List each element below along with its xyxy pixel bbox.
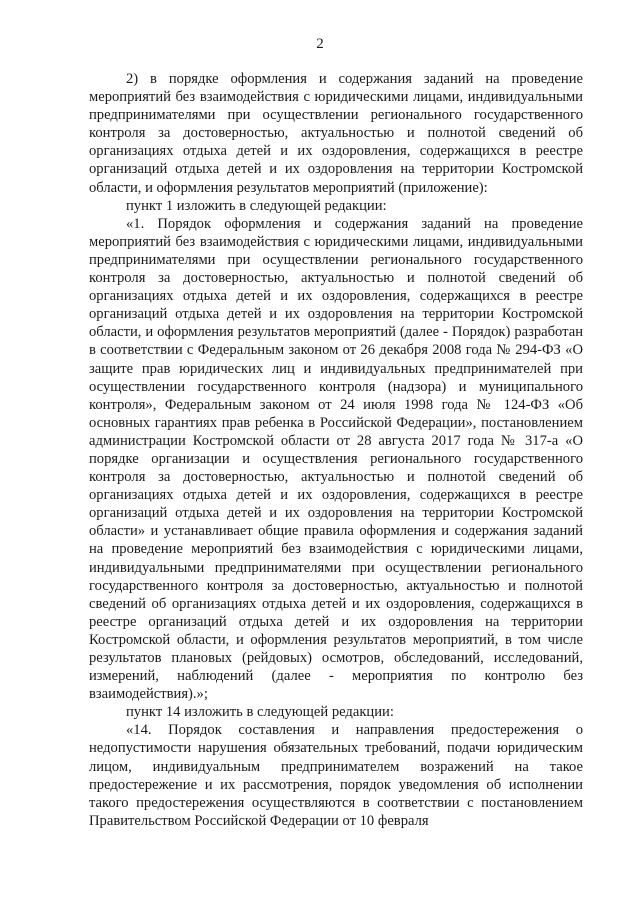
document-body	[89, 70, 583, 830]
paragraph-point-1-text: «1. Порядок оформления и содержания заданий на проведение мероприятий без взаимодействия с юридическими лицами, индивидуальными предпринимателями при осуществлении регионального государственного контроля за достоверностью, актуальностью и полнотой сведений об организациях отдыха детей и их оздоровления, содержащихся в реестре организаций отдыха детей и их оздоровления на территории Костромской области, и оформления результатов мероприятий (далее - Порядок) разработан в соответствии с Федеральным законом от 26 декабря 2008 года № 294-ФЗ «О защите прав юридических лиц и индивидуальных предпринимателей при осуществлении государственного контроля (надзора) и муниципального контроля», Федеральным законом от 24 июля 1998 года № 124-ФЗ «Об основных гарантиях прав ребенка в Российской Федерации», постановлением администрации Костромской области от 28 августа 2017 года № 317-а «О порядке организации и осуществления регионального государственного контроля за достоверностью, актуальностью и полнотой сведений об организациях отдыха детей и их оздоровления, содержащихся в реестре организаций отдыха детей и их оздоровления на территории Костромской области» и устанавливает общие правила оформления и содержания заданий на проведение мероприятий без взаимодействия с юридическими лицами, индивидуальными предпринимателями при осуществлении регионального государственного контроля за достоверностью, актуальностью и полнотой сведений об организациях отдыха детей и их оздоровления, содержащихся в реестре организаций отдыха детей и их оздоровления на территории Костромской области, и оформления результатов мероприятий, в том числе результатов плановых (рейдовых) осмотров, обследований, исследований, измерений, наблюдений (далее - мероприятия по контролю без взаимодействия).»;	[89, 215, 583, 703]
paragraph-point-1-instruction: пункт 1 изложить в следующей редакции:	[126, 197, 387, 214]
page-number: 2	[316, 36, 324, 52]
paragraph-amendment-item-2: 2) в порядке оформления и содержания заданий на проведение мероприятий без взаимодействия с юридическими лицами, индивидуальными предпринимателями при осуществлении регионального государственного контроля за достоверностью, актуальностью и полнотой сведений об организациях отдыха детей и их оздоровления, содержащихся в реестре организаций отдыха детей и их оздоровления на территории Костромской области, и оформления результатов мероприятий (приложение):	[89, 71, 583, 196]
paragraph-point-14-instruction: пункт 14 изложить в следующей редакции:	[126, 704, 394, 721]
paragraph-point-14-text: «14. Порядок составления и направления предостережения о недопустимости нарушения обязательных требований, подачи юридическим лицом, индивидуальным предпринимателем возражений на такое предостережение и их рассмотрения, порядок уведомления об исполнении такого предостережения осуществляются в соответствии с постановлением Правительством Российской Федерации от 10 февраля	[89, 722, 583, 829]
